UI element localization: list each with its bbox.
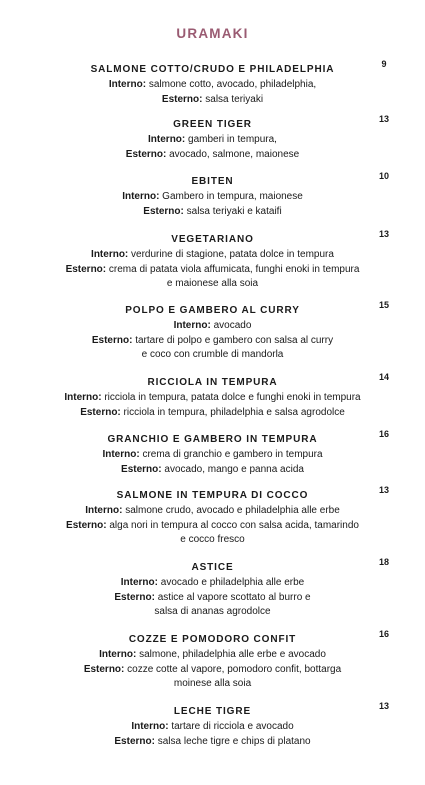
description-label: Esterno: <box>161 93 203 105</box>
item-description-line <box>0 406 425 421</box>
item-description-line <box>0 277 425 292</box>
description-label: Interno: <box>108 79 147 90</box>
item-name: LECHE TIGRE <box>173 706 252 717</box>
description-text: verdurine di stagione, patata dolce in tempura <box>128 249 334 260</box>
menu-item <box>0 557 425 620</box>
item-price: 16 <box>378 429 389 439</box>
description-text: salsa di ananas agrodolce <box>154 606 271 618</box>
description-label: Esterno: <box>114 735 155 747</box>
description-text: e coco con crumble di mandorla <box>141 349 284 361</box>
item-name: VEGETARIANO <box>171 234 254 245</box>
item-price: 9 <box>381 59 387 69</box>
item-description-line <box>0 448 425 463</box>
description-text: salsa teriyaki <box>202 93 264 105</box>
item-price: 15 <box>378 300 389 310</box>
item-description-line <box>0 591 425 606</box>
description-text: avocado, mango e panna acida <box>161 463 304 475</box>
description-label: Esterno: <box>121 463 162 475</box>
item-price: 13 <box>378 114 389 124</box>
item-price: 10 <box>378 171 389 181</box>
description-text: crema di granchio e gambero in tempura <box>139 449 323 460</box>
description-text: crema di patata viola affumicata, funghi enoki in tempura <box>106 263 360 275</box>
menu-item <box>0 114 425 162</box>
item-name: SALMONE IN TEMPURA DI COCCO <box>116 490 309 501</box>
item-name: ASTICE <box>191 562 234 573</box>
description-text: avocado e philadelphia alle erbe <box>157 577 305 588</box>
item-name: EBITEN <box>191 176 234 187</box>
description-text: avocado, salmone, maionese <box>166 148 300 160</box>
description-label: Interno: <box>122 191 160 202</box>
description-text: tartare di ricciola e avocado <box>168 721 294 732</box>
menu-item <box>0 171 425 219</box>
item-description-line <box>0 519 425 534</box>
item-description-line <box>0 533 425 548</box>
description-text: salmone, philadelphia alle erbe e avocado <box>136 649 326 660</box>
description-label: Interno: <box>99 649 137 660</box>
item-description-line <box>0 319 425 334</box>
description-text: salsa leche tigre e chips di platano <box>154 735 311 747</box>
item-name: GREEN TIGER <box>173 119 252 130</box>
description-text: salsa teriyaki e kataifi <box>183 205 282 217</box>
description-text: e cocco fresco <box>180 534 245 546</box>
menu-item <box>0 485 425 548</box>
description-text: ricciola in tempura, philadelphia e salsa agrodolce <box>120 406 345 418</box>
description-label: Esterno: <box>80 406 121 418</box>
item-description-line <box>0 605 425 620</box>
description-label: Esterno: <box>125 148 167 160</box>
description-text: tartare di polpo e gambero con salsa al curry <box>132 334 334 346</box>
item-name: POLPO E GAMBERO AL CURRY <box>125 305 300 316</box>
item-name: SALMONE COTTO/CRUDO E PHILADELPHIA <box>90 64 335 75</box>
description-label: Esterno: <box>91 334 133 346</box>
description-text: moinese alla soia <box>173 678 252 690</box>
item-price: 16 <box>378 629 389 639</box>
item-description-line <box>0 248 425 263</box>
description-label: Esterno: <box>83 663 125 675</box>
item-description-line <box>0 504 425 519</box>
item-description-line <box>0 720 425 735</box>
description-label: Interno: <box>102 449 140 460</box>
description-label: Esterno: <box>65 263 107 275</box>
description-text: salmone crudo, avocado e philadelphia alle erbe <box>122 505 340 516</box>
item-description-line <box>0 735 425 750</box>
item-description-line <box>0 576 425 591</box>
menu-item <box>0 372 425 420</box>
item-description-line <box>0 93 425 108</box>
item-name: RICCIOLA IN TEMPURA <box>147 377 278 388</box>
description-text: Gambero in tempura, maionese <box>159 191 303 202</box>
menu-item <box>0 300 425 363</box>
description-text: alga nori in tempura al cocco con salsa acida, tamarindo <box>106 519 359 531</box>
item-price: 13 <box>378 485 389 495</box>
description-text: salmone cotto, avocado, philadelphia, <box>146 79 317 90</box>
item-description-line <box>0 648 425 663</box>
item-description-line <box>0 133 425 148</box>
item-description-line <box>0 677 425 692</box>
menu-item <box>0 59 425 107</box>
item-description-line <box>0 391 425 406</box>
description-label: Interno: <box>91 249 129 260</box>
description-label: Interno: <box>148 134 186 145</box>
menu-item <box>0 429 425 477</box>
item-price: 13 <box>378 701 389 711</box>
menu-item <box>0 229 425 292</box>
description-label: Interno: <box>131 721 169 732</box>
description-label: Esterno: <box>143 205 184 217</box>
description-text: e maionese alla soia <box>166 278 259 290</box>
item-price: 13 <box>378 229 389 239</box>
item-price: 18 <box>378 557 389 567</box>
description-label: Interno: <box>64 392 102 403</box>
item-name: GRANCHIO E GAMBERO IN TEMPURA <box>107 434 318 445</box>
description-text: cozze cotte al vapore, pomodoro confit, bottarga <box>124 663 342 675</box>
menu-item <box>0 629 425 692</box>
description-label: Interno: <box>120 577 158 588</box>
item-price: 14 <box>378 372 389 382</box>
description-label: Esterno: <box>114 591 155 603</box>
item-description-line <box>0 663 425 678</box>
description-text: astice al vapore scottato al burro e <box>154 591 311 603</box>
item-description-line <box>0 148 425 163</box>
description-text: avocado <box>210 320 252 331</box>
item-description-line <box>0 190 425 205</box>
item-description-line <box>0 348 425 363</box>
menu-item <box>0 701 425 749</box>
section-title: URAMAKI <box>176 26 249 41</box>
item-description-line <box>0 263 425 278</box>
item-description-line <box>0 334 425 349</box>
item-description-line <box>0 463 425 478</box>
item-description-line <box>0 78 425 93</box>
description-text: gamberi in tempura, <box>185 134 277 145</box>
description-label: Esterno: <box>66 519 107 531</box>
description-label: Interno: <box>85 505 123 516</box>
description-text: ricciola in tempura, patata dolce e funghi enoki in tempura <box>101 392 361 403</box>
item-description-line <box>0 205 425 220</box>
item-name: COZZE E POMODORO CONFIT <box>128 634 297 645</box>
description-label: Interno: <box>173 320 211 331</box>
